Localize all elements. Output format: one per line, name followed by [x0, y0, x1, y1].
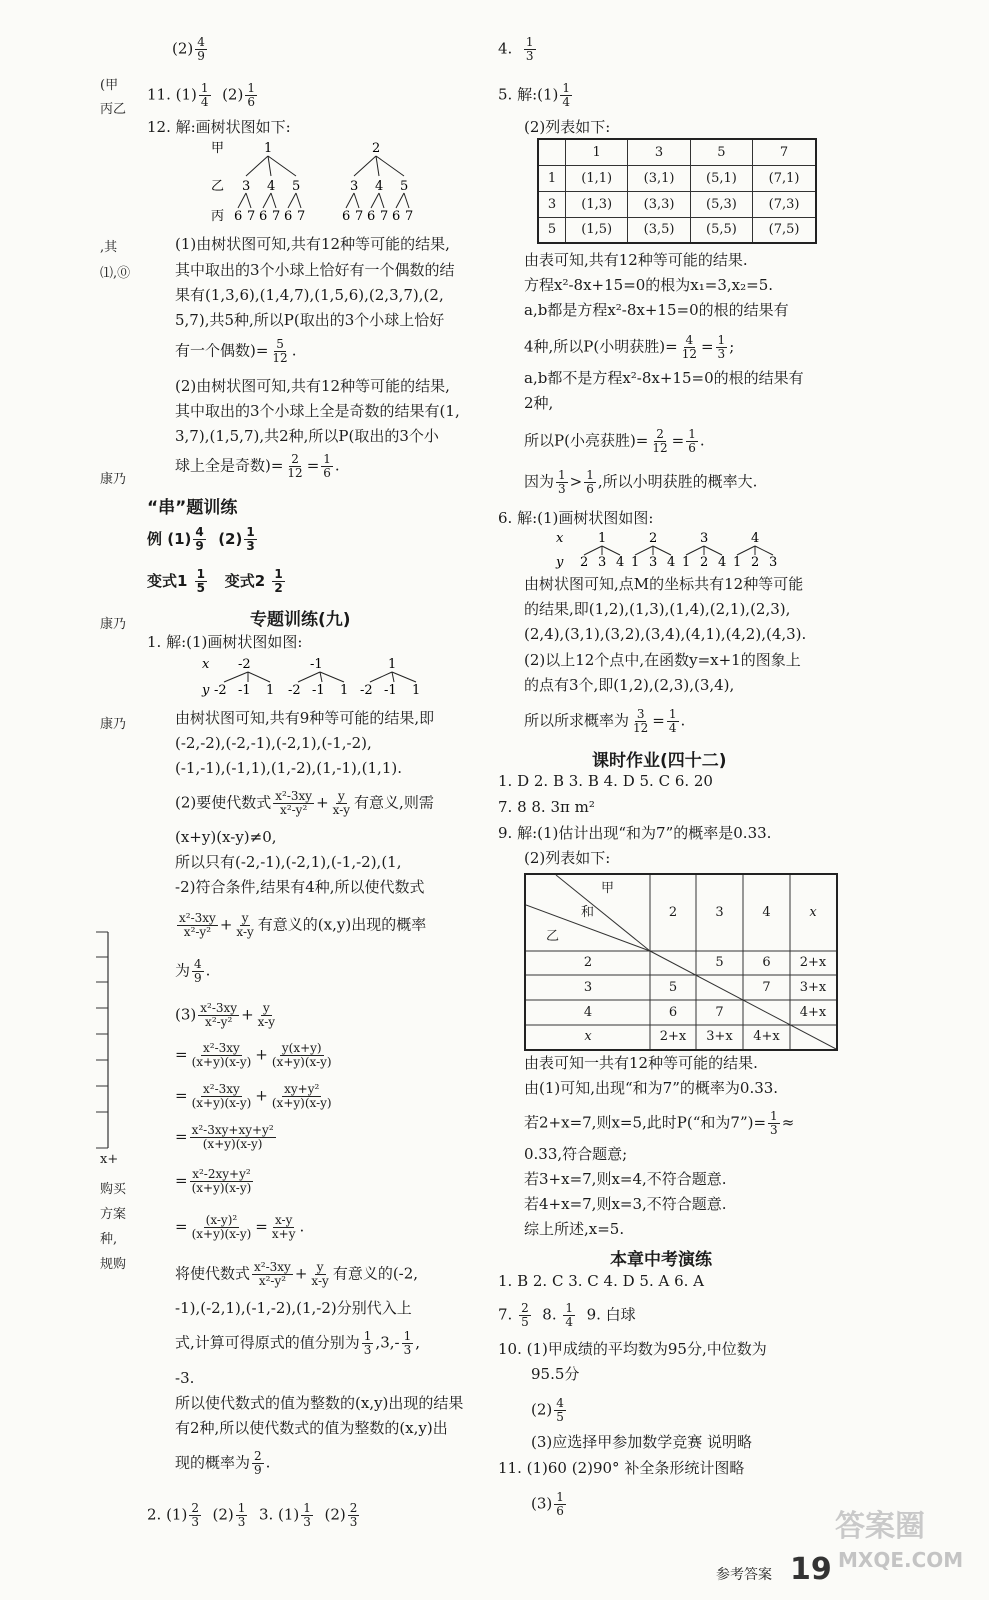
svg-text:乙: 乙: [211, 179, 225, 194]
text-line: (2)列表如下:: [524, 118, 611, 136]
text-line: (2)以上12个点中,在函数y=x+1的图象上: [524, 651, 801, 669]
svg-text:2: 2: [580, 555, 589, 570]
text-line: 由表可知一共有12种等可能的结果.: [524, 1054, 758, 1072]
equation-line: = $\frac{\text{(x-y)²}}{(x+y)(x-y)}$ = $\frac{x-y}{x+y}$ .: [175, 1213, 305, 1241]
text-line: (2) $\frac{4}{5}$: [531, 1396, 564, 1424]
answer-10: 10. (1)甲成绩的平均数为95分,中位数为: [498, 1340, 767, 1358]
edge-text: 购买: [100, 1182, 127, 1197]
table-cell: 2+x: [799, 955, 827, 970]
svg-text:3: 3: [350, 179, 359, 194]
edge-text: 康乃: [100, 717, 127, 732]
text-line: (3)应选择甲参加数学竞赛 说明略: [531, 1433, 753, 1451]
section-heading: 课时作业(四十二): [592, 751, 727, 771]
svg-text:6: 6: [367, 209, 376, 224]
text-line: 的点有3个,即(1,2),(2,3),(3,4),: [524, 676, 735, 694]
svg-text:6: 6: [342, 209, 351, 224]
svg-text:1: 1: [631, 555, 640, 570]
text-line: (2)要使代数式 $\frac{\text{x²-3xy}}{\text{x²-y²}}$ + $\frac{y}{x-y}$ 有意义,则需: [175, 789, 434, 817]
text-line: 为 $\frac{4}{9}$ .: [175, 957, 211, 985]
svg-text:丙: 丙: [211, 209, 225, 224]
text-line: 的结果,即(1,2),(1,3),(1,4),(2,1),(2,3),: [524, 600, 791, 618]
svg-text:2: 2: [700, 555, 709, 570]
col-head: x: [809, 905, 817, 920]
svg-text:-2: -2: [214, 683, 227, 698]
text-line: 综上所述,x=5.: [524, 1220, 625, 1238]
table-cell: 3+x: [706, 1029, 733, 1044]
svg-text:x: x: [556, 531, 564, 546]
table-cell: 2+x: [659, 1029, 687, 1044]
svg-text:7: 7: [272, 209, 281, 224]
table-header-he: 和: [581, 905, 595, 920]
text-line: 球上全是奇数)= $\frac{2}{12}$ = $\frac{1}{6}$ .: [175, 452, 340, 480]
text-line: $\frac{\text{x²-3xy}}{\text{x²-y²}}$ + $\frac{y}{x-y}$ 有意义的(x,y)出现的概率: [179, 911, 427, 939]
svg-text:3: 3: [769, 555, 778, 570]
svg-text:4: 4: [616, 555, 625, 570]
section-heading: “串”题训练: [147, 498, 238, 518]
svg-text:7: 7: [380, 209, 389, 224]
svg-text:1: 1: [266, 683, 275, 698]
section-heading: 专题训练(九): [250, 610, 351, 630]
answer-11: 11. (1) $\frac{1}{4}$ (2) $\frac{1}{6}$: [147, 81, 255, 109]
col-head: 2: [668, 905, 678, 920]
table-header-yi: 乙: [546, 929, 560, 944]
result-table-5: 1 3 5 7 1 (1,1) (3,1) (5,1) (7,1) 3 (1,3) (3,3) (5,3) (7,3) 5 (1,5) (3,5) (5,5) (7,5): [537, 138, 817, 244]
answer-9: 9. 解:(1)估计出现“和为7”的概率是0.33.: [498, 824, 772, 842]
edge-text: 丙乙: [100, 102, 127, 117]
text-line: (x+y)(x-y)≠0,: [175, 828, 277, 846]
text-line: (2)由树状图可知,共有12种等可能的结果,: [175, 377, 450, 395]
text-line: (2)列表如下:: [524, 849, 611, 867]
text-line: 所以使代数式的值为整数的(x,y)出现的结果: [175, 1394, 464, 1412]
svg-text:6: 6: [234, 209, 243, 224]
svg-text:2: 2: [751, 555, 760, 570]
svg-text:7: 7: [355, 209, 364, 224]
answer-line: 1. D 2. B 3. B 4. D 5. C 6. 20: [498, 772, 713, 790]
svg-text:3: 3: [598, 555, 607, 570]
svg-text:-1: -1: [312, 683, 325, 698]
text-line: 有2种,所以使代数式的值为整数的(x,y)出: [175, 1419, 448, 1437]
svg-text:1: 1: [598, 531, 607, 546]
table-cell: 7: [762, 980, 771, 995]
text-line: 将使代数式 $\frac{\text{x²-3xy}}{\text{x²-y²}}$ + $\frac{y}{x-y}$ 有意义的(-2,: [175, 1260, 419, 1288]
svg-text:5: 5: [292, 179, 301, 194]
equation-line: = $\frac{\text{x²-3xy+xy+y²}}{(x+y)(x-y)}$: [175, 1123, 274, 1151]
text-line: 方程x²-8x+15=0的根为x₁=3,x₂=5.: [524, 276, 774, 294]
answer-12: 12. 解:画树状图如下:: [147, 118, 291, 136]
equation-line: = $\frac{\text{x²-3xy}}{(x+y)(x-y)}$ + $\frac{y(x+y)}{(x+y)(x-y)}$: [175, 1041, 332, 1069]
text-line: 由树状图可知,点M的坐标共有12种等可能: [524, 575, 804, 593]
text-line: a,b都不是方程x²-8x+15=0的根的结果有: [524, 369, 804, 387]
row-head: 2: [583, 955, 593, 970]
text-line: (-2,-2),(-2,-1),(-2,1),(-1,-2),: [175, 734, 372, 752]
page-number: 19: [790, 1552, 832, 1587]
answer-6: 6. 解:(1)画树状图如图:: [498, 509, 654, 527]
table-header-jia: 甲: [601, 881, 615, 896]
text-line: 所以所求概率为 $\frac{3}{12}$ = $\frac{1}{4}$ .: [524, 707, 686, 735]
tree-diagram-1: [198, 654, 438, 700]
table-cell: 6: [668, 1005, 678, 1020]
svg-text:1: 1: [264, 141, 273, 156]
svg-text:2: 2: [649, 531, 658, 546]
text-line: 其中取出的3个小球上全是奇数的结果有(1,: [175, 402, 460, 420]
text-line: (2,4),(3,1),(3,2),(3,4),(4,1),(4,2),(4,3).: [524, 625, 807, 643]
text-line: 由(1)可知,出现“和为7”的概率为0.33.: [524, 1079, 779, 1097]
edge-text: 康乃: [100, 617, 127, 632]
svg-text:-1: -1: [238, 683, 251, 698]
text-line: 95.5分: [531, 1365, 580, 1383]
svg-text:3: 3: [242, 179, 251, 194]
text-line: 5,7),共5种,所以P(取出的3个小球上恰好: [175, 311, 445, 329]
section-heading: 本章中考演练: [610, 1250, 712, 1270]
text-line: 果有(1,3,6),(1,4,7),(1,5,6),(2,3,7),(2,: [175, 286, 444, 304]
text-line: -1),(-2,1),(-1,-2),(1,-2)分别代入上: [175, 1299, 412, 1317]
svg-text:-1: -1: [384, 683, 397, 698]
table-cell: 4+x: [799, 1005, 827, 1020]
text-line: 若3+x=7,则x=4,不符合题意.: [524, 1170, 727, 1188]
text-line: 所以只有(-2,-1),(-2,1),(-1,-2),(1,: [175, 853, 402, 871]
table-cell: 6: [762, 955, 771, 970]
equation-line: (3) $\frac{\text{x²-3xy}}{\text{x²-y²}}$ + $\frac{y}{x-y}$: [175, 1001, 276, 1029]
col-head: 3: [715, 905, 724, 920]
edge-text: 方案: [100, 1207, 127, 1222]
svg-text:1: 1: [412, 683, 421, 698]
text-line: 3,7),(1,5,7),共2种,所以P(取出的3个小: [175, 427, 439, 445]
answer-2-3: 2. (1) $\frac{2}{3}$ (2) $\frac{1}{3}$ 3. (1) $\frac{1}{3}$ (2) $\frac{2}{3}$: [147, 1501, 358, 1529]
answer-4: 4. $\frac{1}{3}$: [498, 35, 534, 63]
svg-text:y: y: [556, 555, 564, 570]
text-line: 若4+x=7,则x=3,不符合题意.: [524, 1195, 727, 1213]
svg-text:-2: -2: [288, 683, 301, 698]
svg-text:甲: 甲: [211, 141, 225, 156]
edge-text: ,其: [100, 240, 118, 255]
svg-text:3: 3: [649, 555, 658, 570]
svg-text:1: 1: [682, 555, 691, 570]
sum-table: [524, 873, 838, 1051]
edge-text: (甲: [100, 78, 119, 93]
svg-text:5: 5: [400, 179, 409, 194]
col-head: 4: [762, 905, 771, 920]
answer-line: (2) $\frac{4}{9}$: [172, 35, 205, 63]
row-head: 4: [583, 1005, 593, 1020]
text-line: 若2+x=7,则x=5,此时P(“和为7”)= $\frac{1}{3}$ ≈: [524, 1109, 795, 1137]
svg-text:1: 1: [388, 657, 397, 672]
svg-text:-2: -2: [238, 657, 251, 672]
svg-text:x: x: [202, 657, 210, 672]
text-line: 其中取出的3个小球上恰好有一个偶数的结: [175, 261, 455, 279]
text-line: 4种,所以P(小明获胜)= $\frac{4}{12}$ = $\frac{1}{3}$ ;: [524, 333, 735, 361]
answer-5: 5. 解:(1) $\frac{1}{4}$: [498, 81, 571, 109]
text-line: 因为 $\frac{1}{3}$ > $\frac{1}{6}$ ,所以小明获胜的概率大.: [524, 468, 758, 496]
svg-text:1: 1: [340, 683, 349, 698]
edge-text: 规购: [100, 1257, 127, 1272]
answer-11: 11. (1)60 (2)90° 补全条形统计图略: [498, 1459, 745, 1477]
edge-text: x+: [100, 1152, 119, 1167]
equation-line: = $\frac{\text{x²-3xy}}{(x+y)(x-y)}$ + $\frac{\text{xy+y²}}{(x+y)(x-y)}$: [175, 1082, 332, 1110]
table-cell: 4+x: [753, 1029, 780, 1044]
watermark-logo: 答案圈: [835, 1509, 925, 1544]
table-cell: 3+x: [799, 980, 827, 995]
text-line: -3.: [175, 1369, 195, 1387]
text-line: (1)由树状图可知,共有12种等可能的结果,: [175, 235, 450, 253]
text-line: 由树状图可知,共有9种等可能的结果,即: [175, 709, 435, 727]
svg-text:-2: -2: [360, 683, 373, 698]
svg-text:6: 6: [392, 209, 401, 224]
text-line: 0.33,符合题意;: [524, 1145, 628, 1163]
text-line: -2)符合条件,结果有4种,所以使代数式: [175, 878, 425, 896]
footer-label: 参考答案: [716, 1567, 772, 1583]
answer-line: 1. B 2. C 3. C 4. D 5. A 6. A: [498, 1272, 704, 1290]
svg-text:4: 4: [667, 555, 676, 570]
text-line: (3) $\frac{1}{6}$: [531, 1490, 564, 1518]
answer-1: 1. 解:(1)画树状图如图:: [147, 633, 303, 651]
edge-text: 康乃: [100, 472, 127, 487]
table-cell: 7: [715, 1005, 724, 1020]
text-line: 所以P(小亮获胜)= $\frac{2}{12}$ = $\frac{1}{6}$ .: [524, 427, 705, 455]
text-line: 2种,: [524, 394, 554, 412]
row-head: 3: [583, 980, 593, 995]
svg-text:6: 6: [259, 209, 268, 224]
svg-text:4: 4: [375, 179, 384, 194]
answer-line: 7. $\frac{2}{5}$ 8. $\frac{1}{4}$ 9. 白球: [498, 1301, 636, 1329]
text-line: 现的概率为 $\frac{2}{9}$ .: [175, 1449, 271, 1477]
svg-text:2: 2: [372, 141, 381, 156]
example-line: 例 (1) $\frac{4}{9}$ (2) $\frac{1}{3}$: [147, 525, 255, 553]
svg-text:7: 7: [247, 209, 256, 224]
text-line: 式,计算可得原式的值分别为 $\frac{1}{3}$ ,3,- $\frac{1}{3}$ ,: [175, 1329, 420, 1357]
row-head: x: [584, 1029, 592, 1044]
tree-diagram-12: [205, 138, 425, 226]
svg-text:7: 7: [405, 209, 414, 224]
svg-text:4: 4: [718, 555, 727, 570]
table-cell: 5: [668, 980, 678, 995]
watermark-url: MXQE.COM: [838, 1548, 964, 1572]
tree-diagram-6: [552, 528, 792, 572]
answer-line: 7. 8 8. 3π m²: [498, 798, 595, 816]
text-line: 有一个偶数)= $\frac{5}{12}$ .: [175, 337, 297, 365]
variant-line: 变式1 $\frac{1}{5}$ 变式2 $\frac{1}{2}$: [147, 567, 283, 595]
svg-text:7: 7: [297, 209, 306, 224]
svg-text:-1: -1: [310, 657, 323, 672]
svg-text:3: 3: [700, 531, 709, 546]
text-line: (-1,-1),(-1,1),(1,-2),(1,-1),(1,1).: [175, 759, 402, 777]
table-cell: 5: [715, 955, 724, 970]
equation-line: = $\frac{\text{x²-2xy+y²}}{(x+y)(x-y)}$: [175, 1167, 252, 1195]
svg-text:6: 6: [284, 209, 293, 224]
text-line: a,b都是方程x²-8x+15=0的根的结果有: [524, 301, 789, 319]
svg-text:1: 1: [733, 555, 742, 570]
svg-text:y: y: [202, 683, 210, 698]
svg-text:4: 4: [751, 531, 760, 546]
text-line: 由表可知,共有12种等可能的结果.: [524, 251, 748, 269]
edge-text: 种,: [100, 1232, 118, 1247]
edge-table-fragment: [96, 930, 114, 1150]
edge-text: ⑴,⓪: [100, 266, 131, 281]
svg-text:4: 4: [267, 179, 276, 194]
